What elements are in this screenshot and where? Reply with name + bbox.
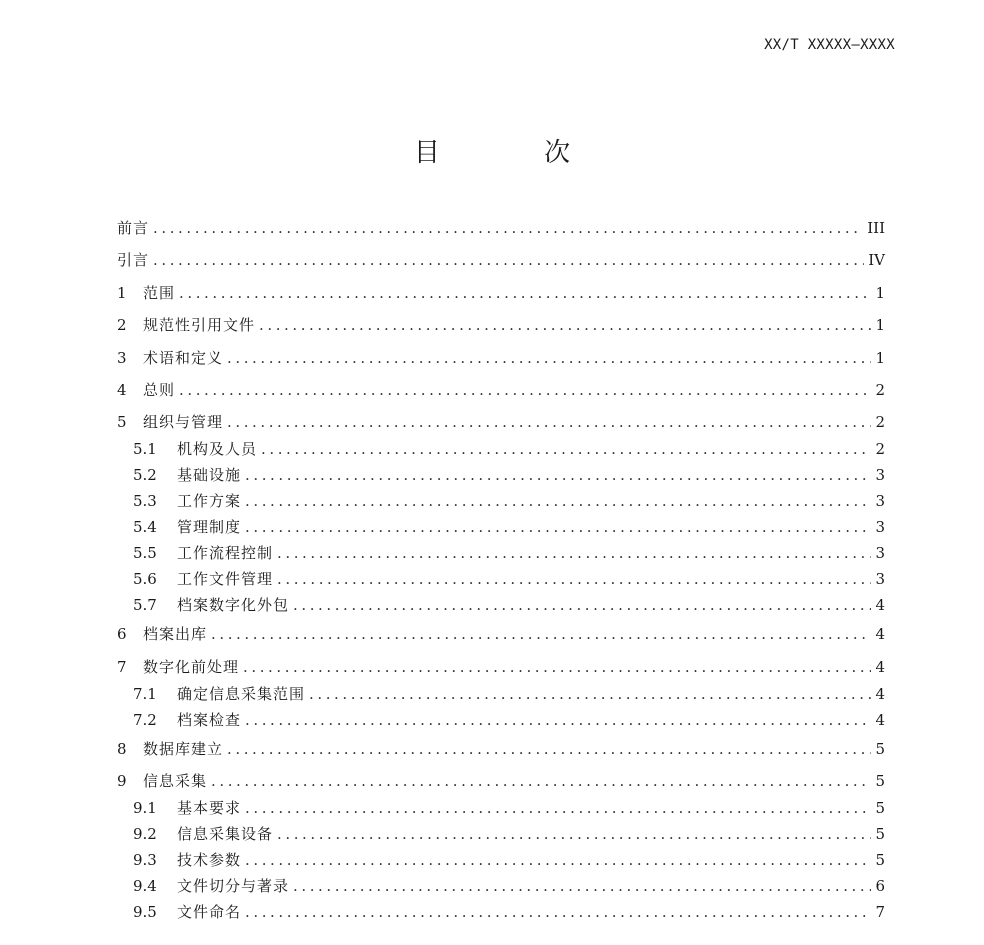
toc-entry-label: 信息采集设备	[177, 825, 274, 844]
dot-leader	[211, 618, 871, 650]
toc-entry-page-number: 5	[875, 851, 885, 870]
toc-entry-page-number: 4	[875, 684, 885, 703]
toc-entry-number: 5.5	[133, 544, 157, 563]
toc-entry-number: 9.1	[133, 799, 157, 818]
toc-entry[interactable]	[117, 212, 885, 244]
toc-entry-label: 工作流程控制	[177, 544, 274, 563]
toc-entry-label: 规范性引用文件	[143, 316, 256, 335]
toc-entry-label: 数字化前处理	[143, 657, 240, 676]
toc-entry-label: 档案检查	[177, 710, 242, 729]
toc-entry-number: 7.2	[133, 710, 157, 729]
toc-entry-page-number: 2	[875, 413, 885, 432]
toc-entry[interactable]	[117, 514, 885, 540]
toc-entry-number: 5.2	[133, 466, 157, 485]
dot-leader	[259, 309, 871, 341]
toc-entry-number: 9.3	[133, 851, 157, 870]
dot-leader	[245, 462, 871, 488]
toc-entry-page-number: 3	[875, 466, 885, 485]
toc-entry-page-number: IV	[868, 251, 885, 270]
toc-entry[interactable]	[117, 765, 885, 795]
toc-entry-number: 6	[117, 625, 127, 644]
toc-entry-number: 4	[117, 380, 127, 399]
dot-leader	[293, 873, 871, 899]
dot-leader	[293, 592, 871, 618]
toc-entry[interactable]	[117, 566, 885, 592]
dot-leader	[277, 566, 871, 592]
toc-entry[interactable]	[117, 651, 885, 681]
toc-entry-page-number: 3	[875, 544, 885, 563]
toc-entry[interactable]	[117, 681, 885, 707]
toc-entry[interactable]	[117, 462, 885, 488]
dot-leader	[211, 765, 871, 797]
dot-leader	[153, 212, 863, 244]
dot-leader	[245, 514, 871, 540]
toc-entry-number: 3	[117, 348, 127, 367]
toc-title: 目 次	[413, 138, 619, 168]
toc-entry-number: 5.7	[133, 596, 157, 615]
toc-entry-label: 前言	[117, 219, 150, 237]
dot-leader	[153, 244, 864, 276]
toc-entry[interactable]	[117, 847, 885, 873]
toc-entry-number: 9	[117, 772, 127, 791]
toc-entry-number: 5.3	[133, 492, 157, 511]
toc-entry-page-number: 3	[875, 518, 885, 537]
toc-entry-label: 信息采集	[143, 772, 208, 791]
toc-entry-page-number: 5	[875, 772, 885, 791]
toc-entry-number: 7	[117, 657, 127, 676]
toc-entry-label: 确定信息采集范围	[177, 684, 306, 703]
toc-entry[interactable]	[117, 618, 885, 650]
toc-entry-page-number: 4	[875, 625, 885, 644]
toc-entry-number: 8	[117, 739, 127, 758]
dot-leader	[245, 488, 871, 514]
dot-leader	[277, 821, 871, 847]
toc-entry-number: 5.1	[133, 440, 157, 459]
toc-entry-page-number: 7	[875, 903, 885, 922]
toc-entry-label: 档案数字化外包	[177, 596, 290, 615]
table-of-contents	[117, 212, 885, 925]
toc-entry-page-number: 6	[875, 877, 885, 896]
toc-entry-number: 9.5	[133, 903, 157, 922]
toc-entry-page-number: 4	[875, 710, 885, 729]
toc-entry-page-number: III	[867, 219, 885, 237]
toc-entry-label: 工作方案	[177, 492, 242, 511]
toc-entry-number: 5.4	[133, 518, 157, 537]
toc-entry[interactable]	[117, 309, 885, 341]
toc-entry[interactable]	[117, 733, 885, 765]
dot-leader	[179, 374, 871, 406]
toc-entry-number: 1	[117, 283, 127, 302]
toc-entry-page-number: 4	[875, 657, 885, 676]
dot-leader	[309, 681, 871, 707]
toc-entry[interactable]	[117, 277, 885, 309]
toc-entry[interactable]	[117, 406, 885, 436]
toc-entry-page-number: 1	[875, 348, 885, 367]
dot-leader	[277, 540, 871, 566]
dot-leader	[245, 707, 871, 733]
toc-entry-label: 技术参数	[177, 851, 242, 870]
toc-entry-label: 范围	[143, 283, 176, 302]
toc-entry-number: 5.6	[133, 570, 157, 589]
toc-entry-label: 基本要求	[177, 799, 242, 818]
dot-leader	[261, 436, 871, 462]
toc-entry-page-number: 4	[875, 596, 885, 615]
toc-entry-number: 5	[117, 413, 127, 432]
toc-entry-label: 工作文件管理	[177, 570, 274, 589]
toc-entry[interactable]	[117, 342, 885, 374]
toc-entry[interactable]	[117, 899, 885, 925]
toc-entry-label: 档案出库	[143, 625, 208, 644]
toc-entry-label: 机构及人员	[177, 440, 258, 459]
toc-entry-number: 7.1	[133, 684, 157, 703]
toc-entry-label: 组织与管理	[143, 413, 224, 432]
dot-leader	[179, 277, 871, 309]
toc-entry[interactable]	[117, 707, 885, 733]
toc-entry-page-number: 5	[875, 799, 885, 818]
toc-entry-page-number: 5	[875, 825, 885, 844]
dot-leader	[227, 733, 871, 765]
toc-entry[interactable]	[117, 374, 885, 406]
toc-entry-page-number: 2	[875, 380, 885, 399]
toc-entry-label: 基础设施	[177, 466, 242, 485]
toc-entry[interactable]	[117, 244, 885, 276]
dot-leader	[245, 847, 871, 873]
toc-entry-number: 9.4	[133, 877, 157, 896]
toc-entry-label: 数据库建立	[143, 739, 224, 758]
toc-entry[interactable]	[117, 488, 885, 514]
toc-entry-label: 文件命名	[177, 903, 242, 922]
toc-entry[interactable]	[117, 873, 885, 899]
toc-entry-number: 9.2	[133, 825, 157, 844]
toc-entry-label: 管理制度	[177, 518, 242, 537]
toc-entry-label: 引言	[117, 251, 150, 270]
toc-entry[interactable]	[117, 436, 885, 462]
toc-entry-page-number: 2	[875, 440, 885, 459]
dot-leader	[245, 899, 871, 925]
toc-entry-label: 总则	[143, 380, 176, 399]
toc-entry-page-number: 5	[875, 739, 885, 758]
toc-entry-page-number: 1	[875, 283, 885, 302]
toc-entry-label: 文件切分与著录	[177, 877, 290, 896]
dot-leader	[243, 651, 871, 683]
dot-leader	[227, 406, 871, 438]
dot-leader	[227, 342, 871, 374]
toc-entry[interactable]	[117, 540, 885, 566]
toc-entry-page-number: 1	[875, 316, 885, 335]
toc-entry-number: 2	[117, 316, 127, 335]
toc-entry[interactable]	[117, 795, 885, 821]
toc-entry[interactable]	[117, 592, 885, 618]
document-code: XX/T XXXXX—XXXX	[764, 37, 895, 53]
toc-entry[interactable]	[117, 821, 885, 847]
toc-entry-page-number: 3	[875, 492, 885, 511]
toc-entry-label: 术语和定义	[143, 348, 224, 367]
dot-leader	[245, 795, 871, 821]
toc-entry-page-number: 3	[875, 570, 885, 589]
